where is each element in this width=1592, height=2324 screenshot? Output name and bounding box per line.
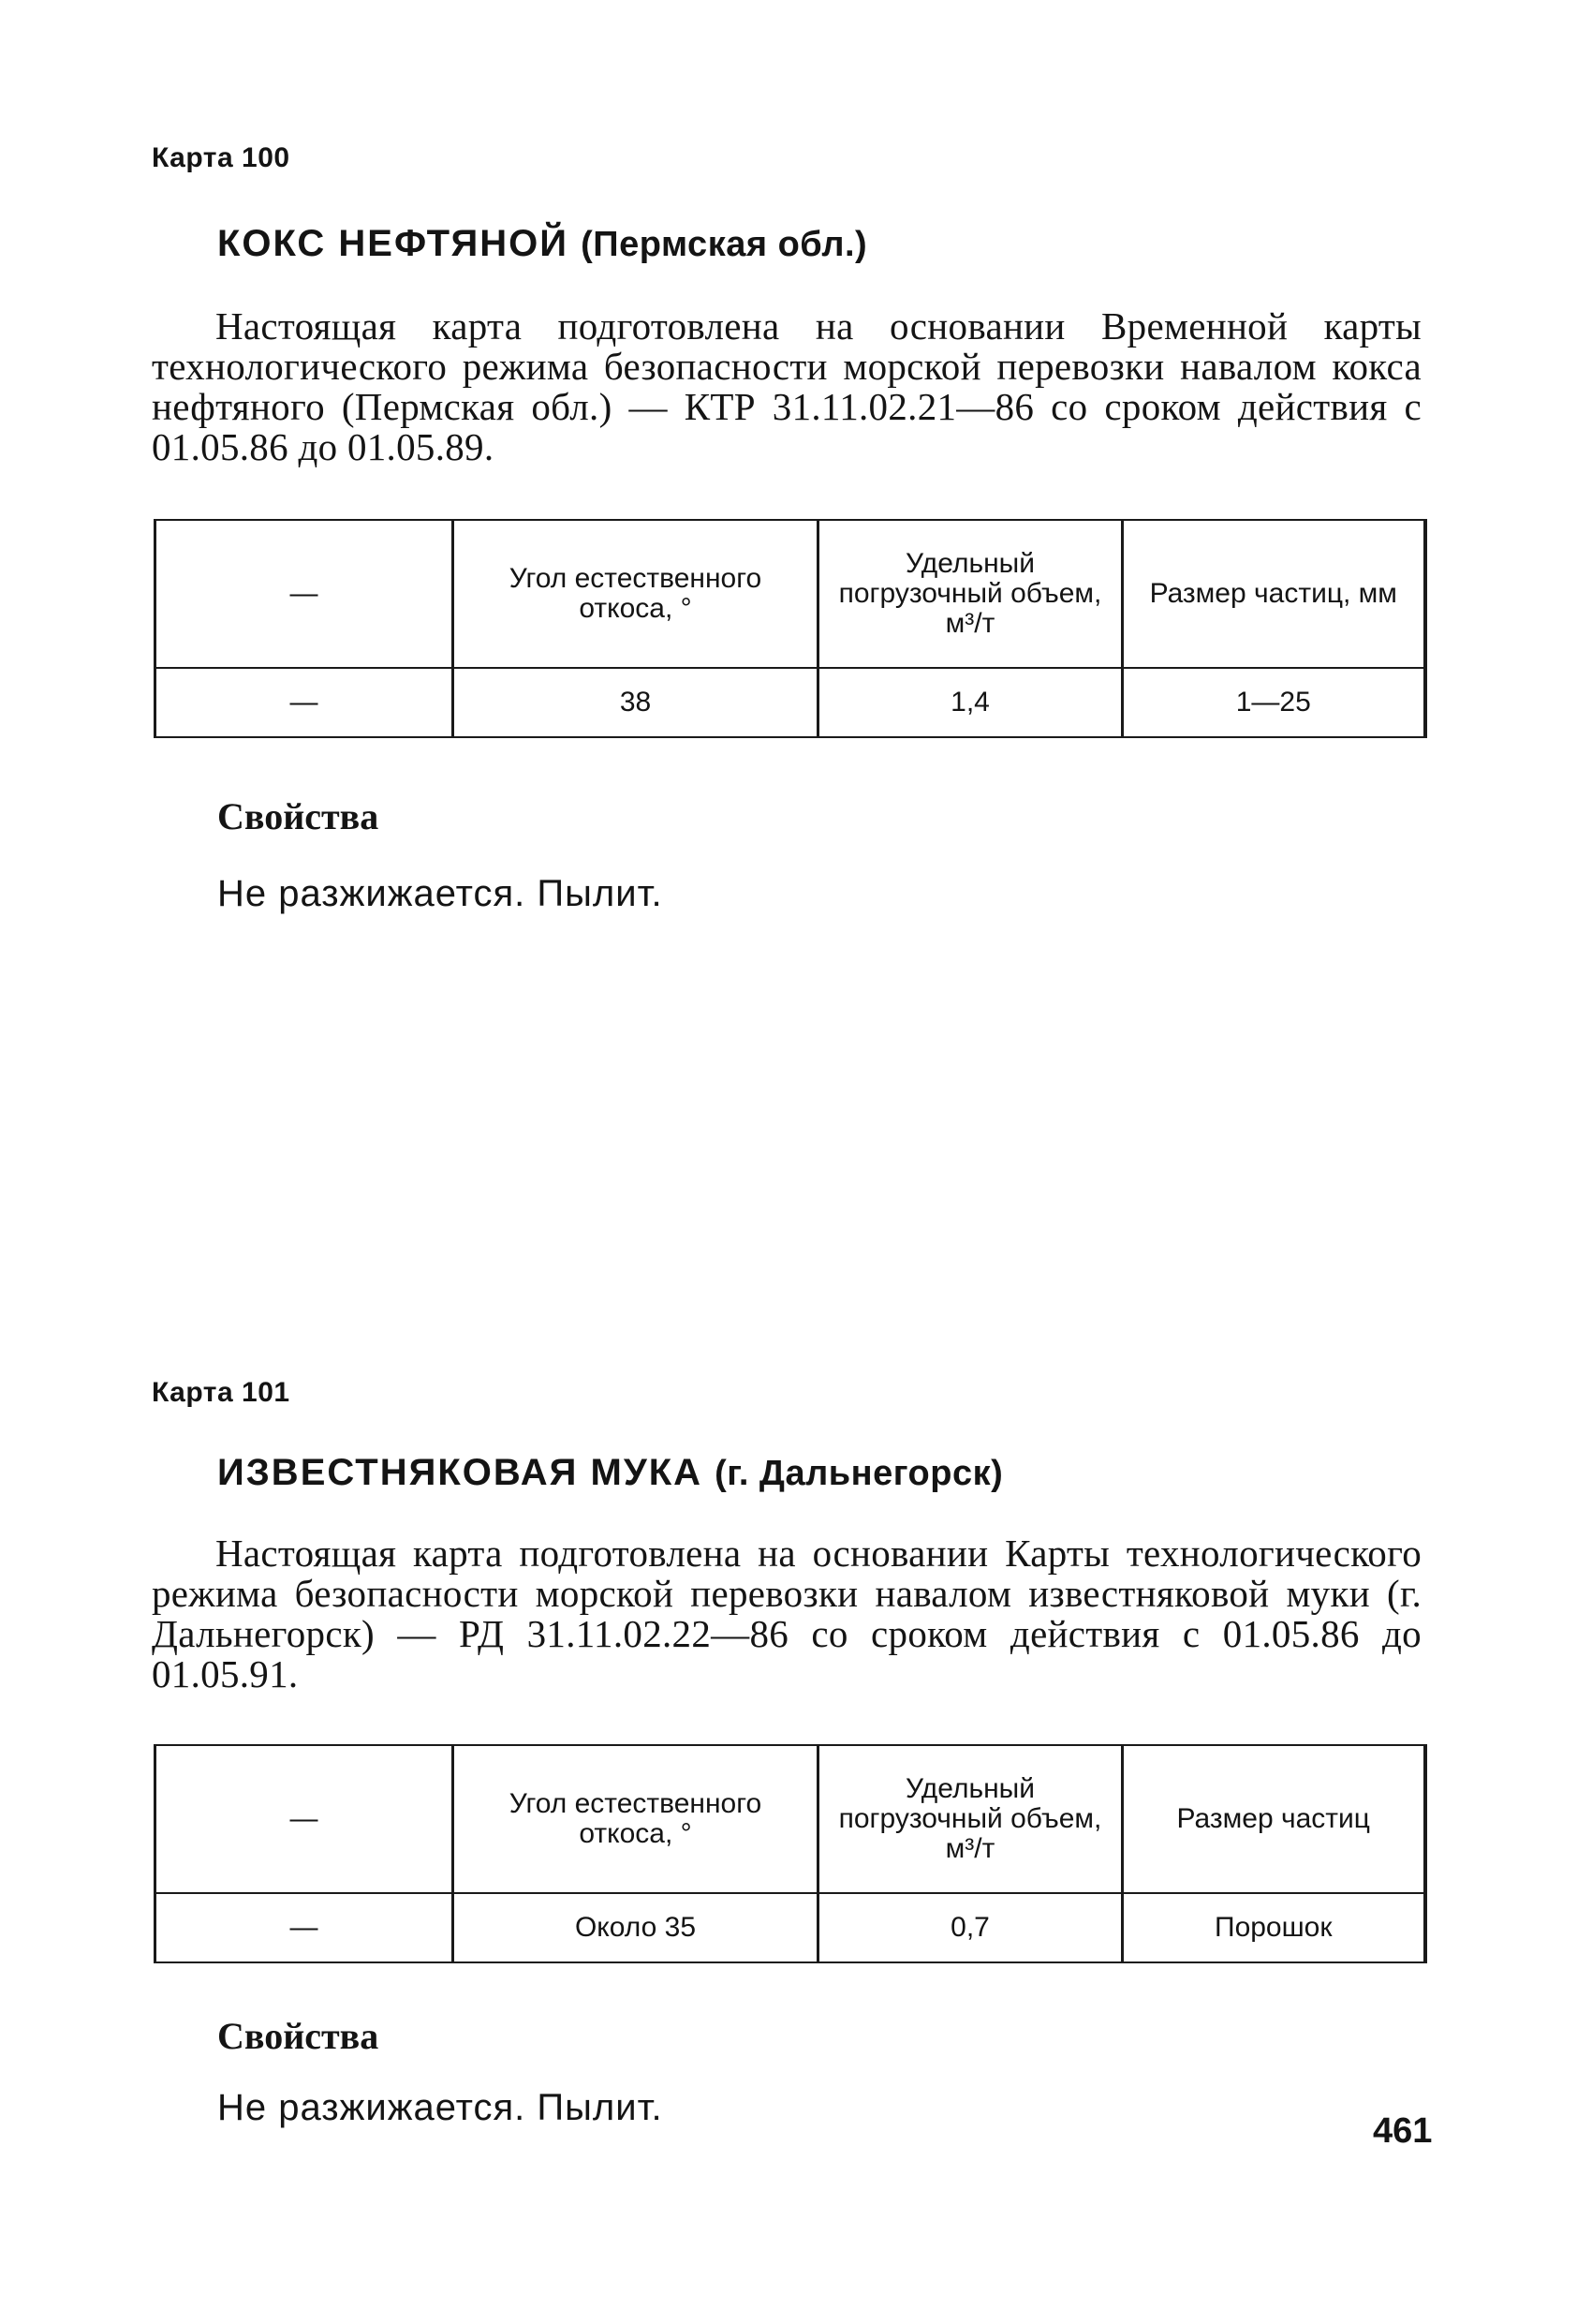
properties-heading: Свойства: [217, 2015, 379, 2057]
card-title-text: КОКС НЕФТЯНОЙ: [217, 223, 569, 264]
table-cell: 1,4: [818, 668, 1123, 737]
table-row: [155, 1893, 1425, 1962]
card-title: [217, 1452, 1003, 1494]
page-number: 461: [1373, 2111, 1433, 2151]
properties-text: Не разжижается. Пылит.: [217, 2087, 663, 2128]
card-label: Карта 100: [152, 142, 290, 173]
properties-table: [154, 1744, 1427, 1963]
table-header-cell: Удельный погрузочный объем, м³/т: [818, 520, 1123, 668]
table-header-cell: Удельный погрузочный объем, м³/т: [818, 1745, 1123, 1893]
table-cell: 0,7: [818, 1893, 1123, 1962]
table-header-row: [155, 520, 1425, 668]
properties-text: Не разжижается. Пылит.: [217, 873, 663, 914]
table-header-cell: —: [155, 520, 453, 668]
card-title-region: (Пермская обл.): [581, 225, 868, 264]
table-cell: —: [289, 687, 318, 718]
properties-heading: Свойства: [217, 795, 379, 837]
card-title-text: ИЗВЕСТНЯКОВАЯ МУКА: [217, 1452, 703, 1493]
table-header-cell: —: [155, 1745, 453, 1893]
card-title: [217, 223, 867, 265]
table-header-row: [155, 1745, 1425, 1893]
card-title-region: (г. Дальнегорск): [715, 1454, 1004, 1493]
table-row: [155, 668, 1425, 737]
table-header-cell: Размер частиц: [1123, 1745, 1425, 1893]
table-cell: 38: [453, 668, 818, 737]
table-header-cell: Угол естественного откоса, °: [453, 520, 818, 668]
card-intro: Настоящая карта подготовлена на основании Карты технологического режима безопасности морской перевозки навалом известняковой муки (г. Дальнегорск) — РД 31.11.02.22—86 со сроком действия с 01.05.86 до 01.05.91.: [152, 1532, 1422, 1695]
table-cell: Порошок: [1123, 1893, 1425, 1962]
properties-table: [154, 519, 1427, 738]
table-cell: 1—25: [1123, 668, 1425, 737]
card-label: Карта 101: [152, 1377, 290, 1408]
card-intro: Настоящая карта подготовлена на основании Временной карты технологического режима безопасности морской перевозки навалом кокса нефтяного (Пермская обл.) — КТР 31.11.02.21—86 со сроком действия с 01.05.86 до 01.05.89.: [152, 304, 1422, 468]
table-header-cell: Размер частиц, мм: [1123, 520, 1425, 668]
table-header-cell: Угол естественного откоса, °: [453, 1745, 818, 1893]
table-cell: —: [289, 1912, 318, 1943]
table-cell: Около 35: [453, 1893, 818, 1962]
